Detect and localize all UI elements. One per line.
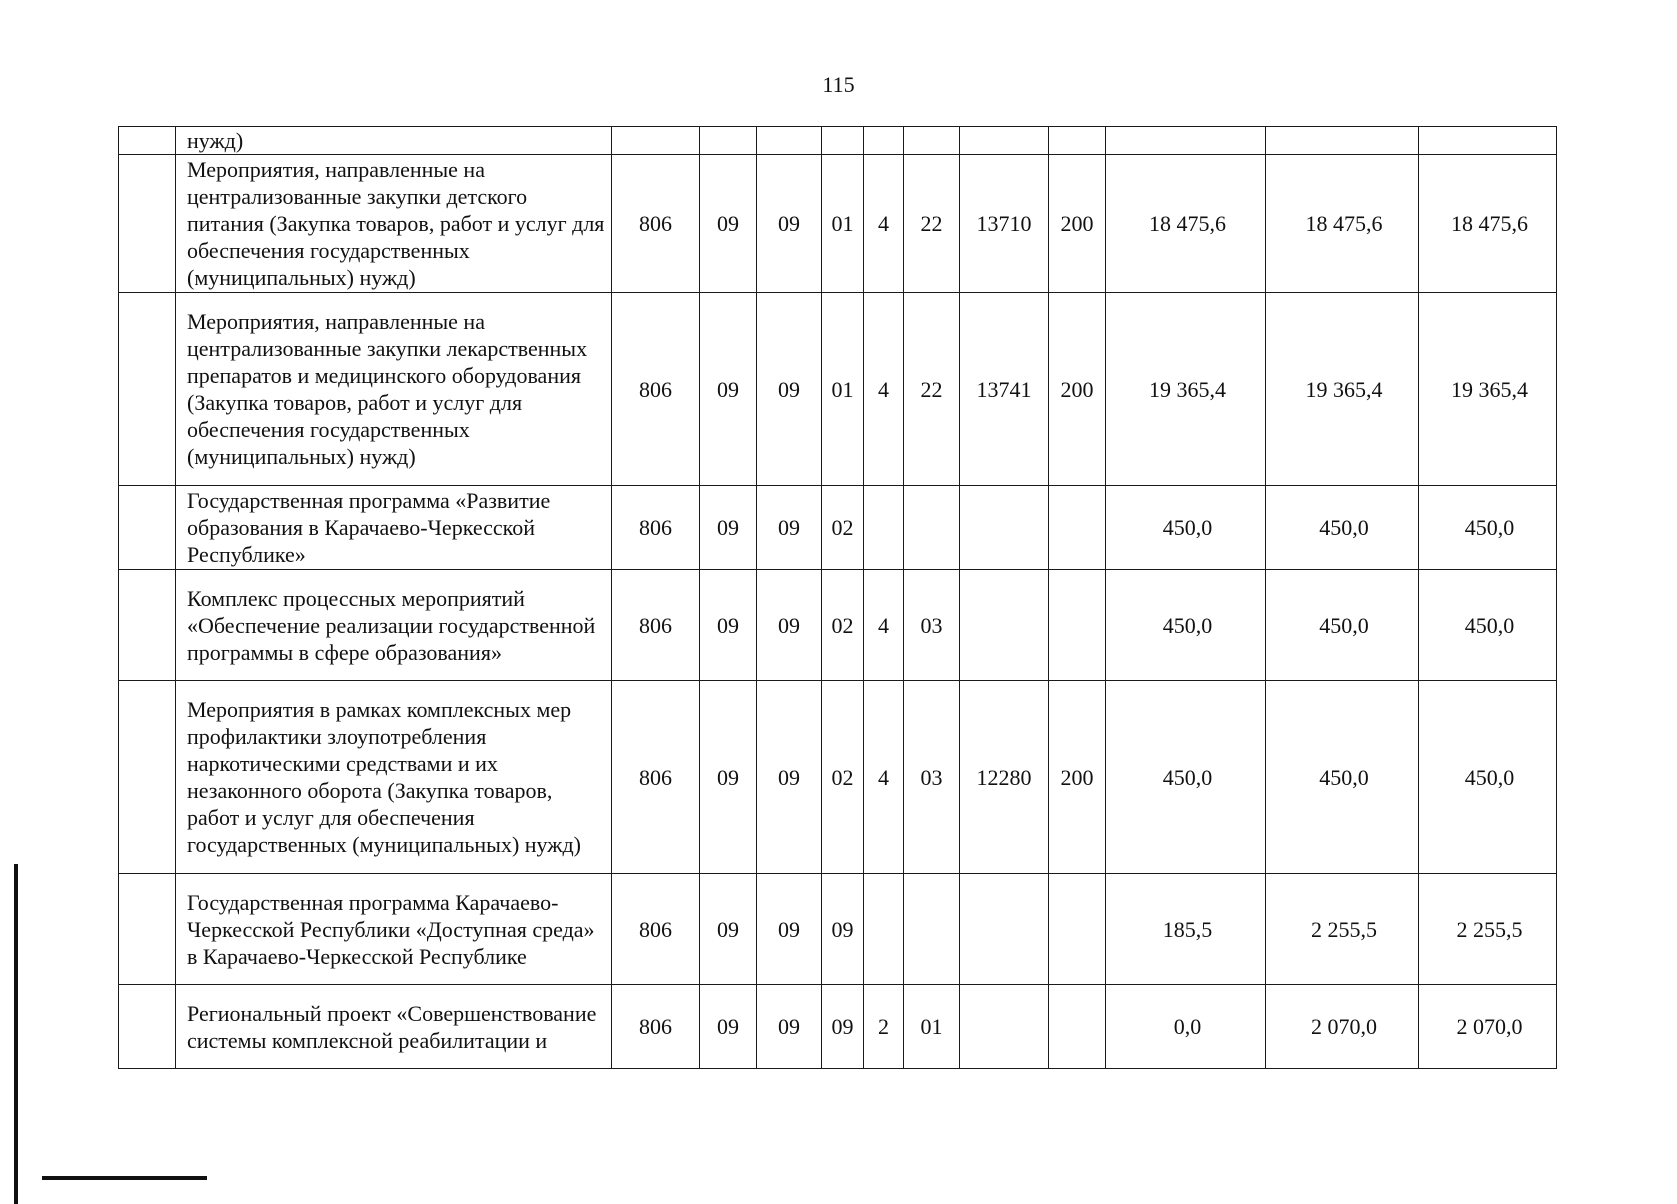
item-name-cell: нужд): [176, 127, 612, 155]
subsection-code-cell: [757, 127, 822, 155]
budget-table: [118, 126, 1557, 1069]
expense-type-cell: [1049, 570, 1106, 681]
amount-cell-2: 2 255,5: [1266, 874, 1419, 985]
section-code-cell: 09: [700, 570, 757, 681]
subprogram-code-cell: 4: [864, 293, 904, 486]
expense-type-cell: [1049, 985, 1106, 1069]
event-code-cell: 01: [904, 985, 960, 1069]
row-number-cell: [119, 570, 176, 681]
section-code-cell: 09: [700, 293, 757, 486]
section-code-cell: [700, 127, 757, 155]
event-code-cell: 03: [904, 681, 960, 874]
ministry-code-cell: 806: [612, 874, 700, 985]
program-code-cell: [822, 127, 864, 155]
subprogram-code-cell: [864, 486, 904, 570]
direction-code-cell: [960, 486, 1049, 570]
item-name-cell: Государственная программа Карачаево-Черкесской Республики «Доступная среда» в Карачаево-Черкесской Республике: [176, 874, 612, 985]
amount-cell-1: 450,0: [1106, 681, 1266, 874]
table-row: [119, 293, 1557, 486]
subsection-code-cell: 09: [757, 293, 822, 486]
row-number-cell: [119, 127, 176, 155]
program-code-cell: 09: [822, 874, 864, 985]
section-code-cell: 09: [700, 681, 757, 874]
table-row: [119, 985, 1557, 1069]
direction-code-cell: 12280: [960, 681, 1049, 874]
amount-cell-3: 450,0: [1419, 681, 1557, 874]
ministry-code-cell: [612, 127, 700, 155]
amount-cell-2: 19 365,4: [1266, 293, 1419, 486]
amount-cell-3: [1419, 127, 1557, 155]
amount-cell-3: 450,0: [1419, 570, 1557, 681]
amount-cell-1: 450,0: [1106, 570, 1266, 681]
subprogram-code-cell: 2: [864, 985, 904, 1069]
amount-cell-1: 185,5: [1106, 874, 1266, 985]
expense-type-cell: [1049, 127, 1106, 155]
direction-code-cell: [960, 570, 1049, 681]
table-row: [119, 127, 1557, 155]
table-row: [119, 874, 1557, 985]
subprogram-code-cell: [864, 127, 904, 155]
amount-cell-2: 2 070,0: [1266, 985, 1419, 1069]
row-number-cell: [119, 681, 176, 874]
row-number-cell: [119, 155, 176, 293]
ministry-code-cell: 806: [612, 293, 700, 486]
table-row: [119, 486, 1557, 570]
row-number-cell: [119, 486, 176, 570]
row-number-cell: [119, 874, 176, 985]
subsection-code-cell: 09: [757, 985, 822, 1069]
ministry-code-cell: 806: [612, 486, 700, 570]
ministry-code-cell: 806: [612, 155, 700, 293]
table-row: [119, 681, 1557, 874]
amount-cell-2: 450,0: [1266, 486, 1419, 570]
item-name-cell: Комплекс процессных мероприятий «Обеспечение реализации государственной программы в сфере образования»: [176, 570, 612, 681]
program-code-cell: 09: [822, 985, 864, 1069]
subprogram-code-cell: 4: [864, 681, 904, 874]
amount-cell-3: 2 255,5: [1419, 874, 1557, 985]
item-name-cell: Мероприятия, направленные на централизованные закупки лекарственных препаратов и медицинского оборудования (Закупка товаров, работ и услуг для обеспечения государственных (муниципальных) нужд): [176, 293, 612, 486]
ministry-code-cell: 806: [612, 570, 700, 681]
table-row: [119, 155, 1557, 293]
amount-cell-1: 19 365,4: [1106, 293, 1266, 486]
expense-type-cell: 200: [1049, 681, 1106, 874]
item-name-cell: Мероприятия в рамках комплексных мер профилактики злоупотребления наркотическими средствами и их незаконного оборота (Закупка товаров, работ и услуг для обеспечения государственных (муниципальных) нужд): [176, 681, 612, 874]
direction-code-cell: [960, 127, 1049, 155]
event-code-cell: 22: [904, 155, 960, 293]
expense-type-cell: [1049, 874, 1106, 985]
margin-horizontal-line: [42, 1176, 207, 1180]
amount-cell-2: 18 475,6: [1266, 155, 1419, 293]
subsection-code-cell: 09: [757, 486, 822, 570]
event-code-cell: 22: [904, 293, 960, 486]
subprogram-code-cell: 4: [864, 570, 904, 681]
program-code-cell: 02: [822, 681, 864, 874]
event-code-cell: 03: [904, 570, 960, 681]
amount-cell-2: 450,0: [1266, 681, 1419, 874]
section-code-cell: 09: [700, 155, 757, 293]
subsection-code-cell: 09: [757, 874, 822, 985]
event-code-cell: [904, 874, 960, 985]
amount-cell-3: 2 070,0: [1419, 985, 1557, 1069]
direction-code-cell: [960, 874, 1049, 985]
expense-type-cell: 200: [1049, 155, 1106, 293]
row-number-cell: [119, 293, 176, 486]
amount-cell-3: 19 365,4: [1419, 293, 1557, 486]
program-code-cell: 02: [822, 486, 864, 570]
subprogram-code-cell: 4: [864, 155, 904, 293]
section-code-cell: 09: [700, 874, 757, 985]
amount-cell-3: 450,0: [1419, 486, 1557, 570]
item-name-cell: Мероприятия, направленные на централизованные закупки детского питания (Закупка товаров, работ и услуг для обеспечения государственных (муниципальных) нужд): [176, 155, 612, 293]
event-code-cell: [904, 486, 960, 570]
subprogram-code-cell: [864, 874, 904, 985]
expense-type-cell: [1049, 486, 1106, 570]
program-code-cell: 02: [822, 570, 864, 681]
amount-cell-1: [1106, 127, 1266, 155]
page-number: 115: [822, 72, 855, 97]
subsection-code-cell: 09: [757, 155, 822, 293]
amount-cell-1: 450,0: [1106, 486, 1266, 570]
event-code-cell: [904, 127, 960, 155]
item-name-cell: Государственная программа «Развитие образования в Карачаево-Черкесской Республике»: [176, 486, 612, 570]
expense-type-cell: 200: [1049, 293, 1106, 486]
row-number-cell: [119, 985, 176, 1069]
section-code-cell: 09: [700, 985, 757, 1069]
subsection-code-cell: 09: [757, 681, 822, 874]
item-name-cell: Региональный проект «Совершенствование системы комплексной реабилитации и: [176, 985, 612, 1069]
amount-cell-2: [1266, 127, 1419, 155]
ministry-code-cell: 806: [612, 681, 700, 874]
amount-cell-1: 0,0: [1106, 985, 1266, 1069]
direction-code-cell: [960, 985, 1049, 1069]
margin-vertical-line: [14, 864, 18, 1204]
direction-code-cell: 13741: [960, 293, 1049, 486]
direction-code-cell: 13710: [960, 155, 1049, 293]
program-code-cell: 01: [822, 293, 864, 486]
amount-cell-2: 450,0: [1266, 570, 1419, 681]
amount-cell-1: 18 475,6: [1106, 155, 1266, 293]
section-code-cell: 09: [700, 486, 757, 570]
program-code-cell: 01: [822, 155, 864, 293]
ministry-code-cell: 806: [612, 985, 700, 1069]
amount-cell-3: 18 475,6: [1419, 155, 1557, 293]
subsection-code-cell: 09: [757, 570, 822, 681]
table-row: [119, 570, 1557, 681]
